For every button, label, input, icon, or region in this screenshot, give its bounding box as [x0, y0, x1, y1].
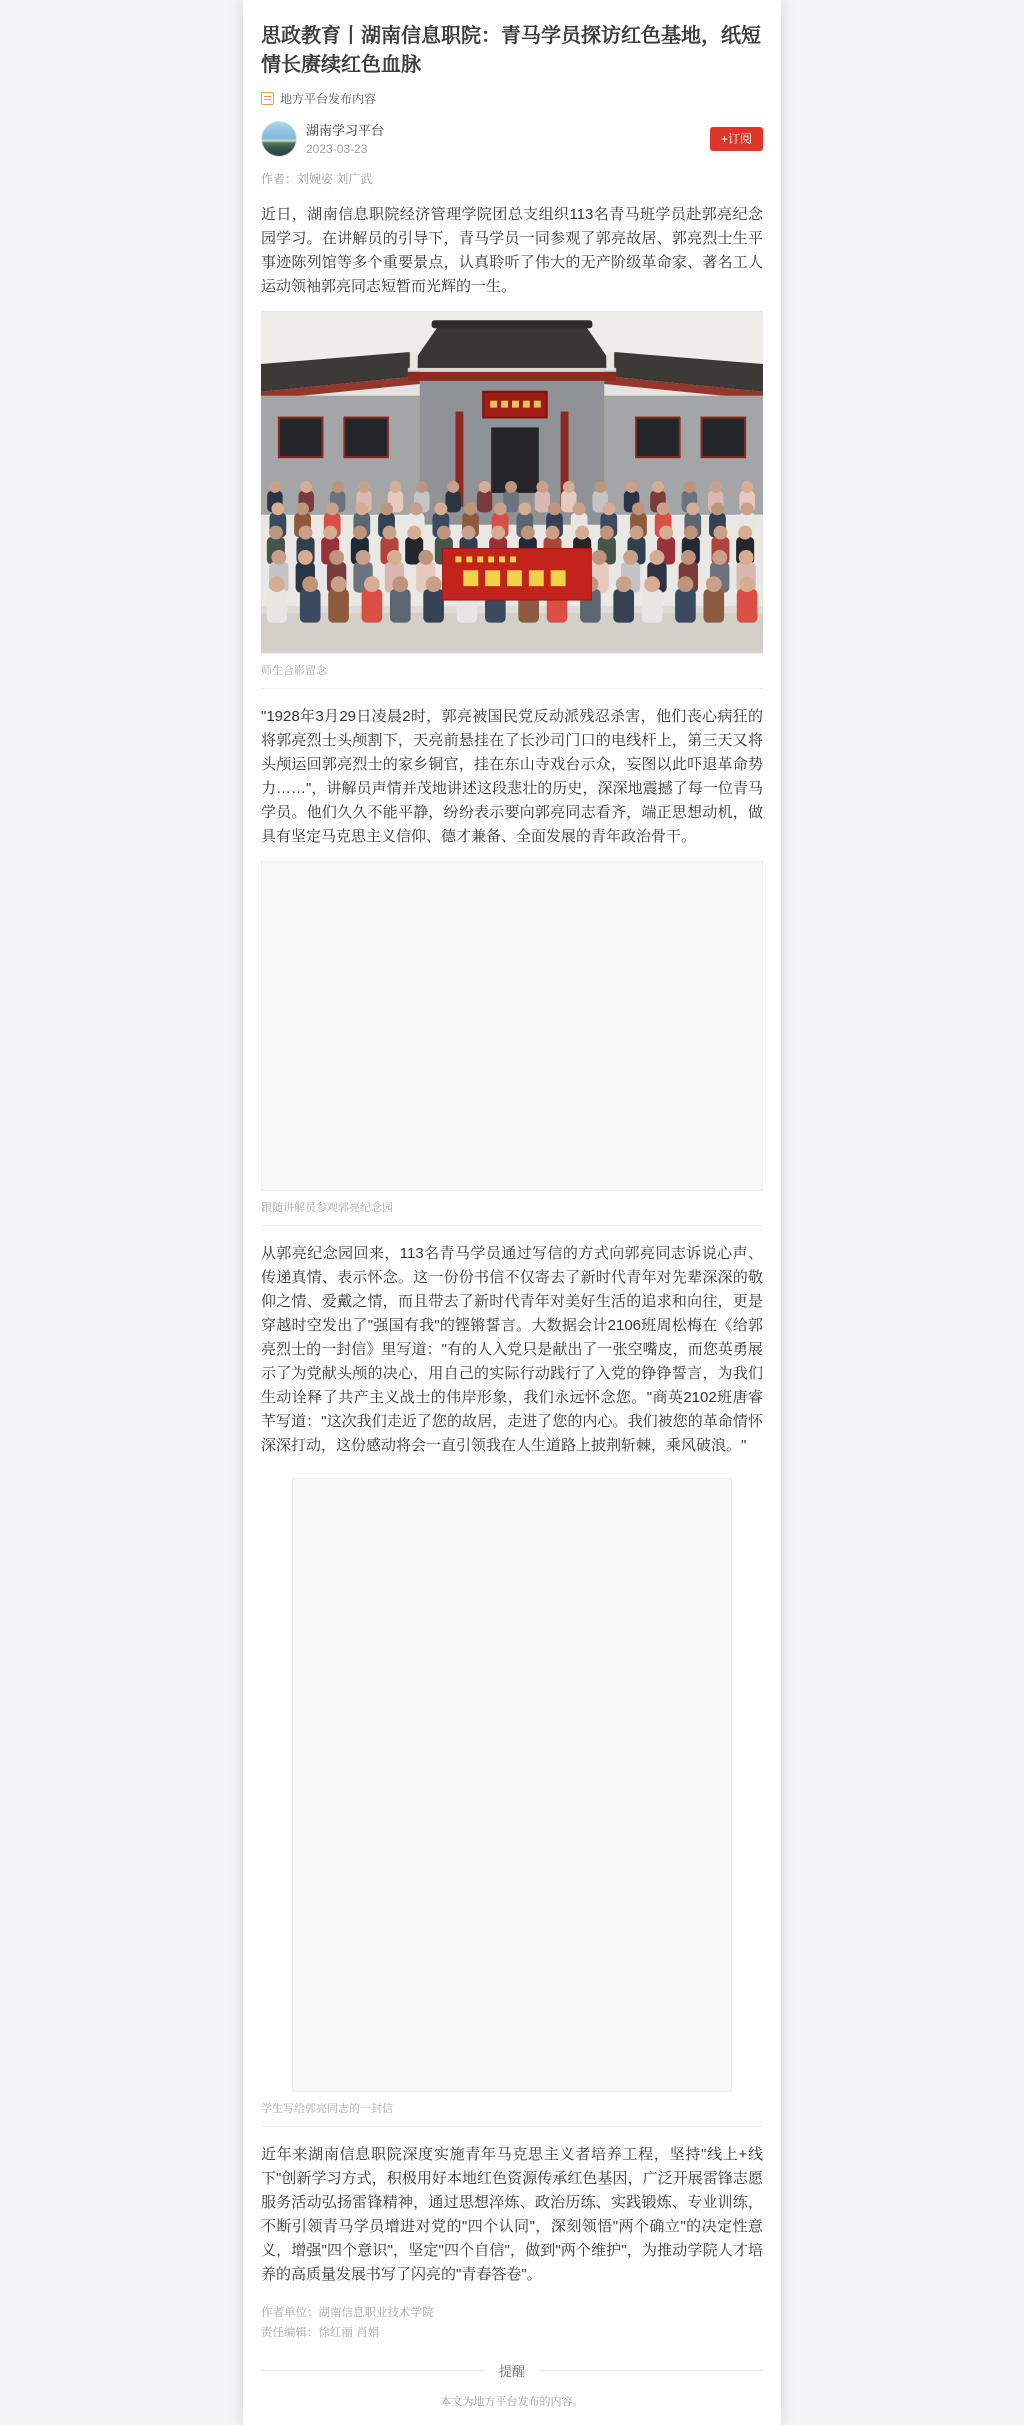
source-name[interactable]: 湖南学习平台 [306, 122, 385, 138]
figure-group-photo [261, 311, 763, 678]
group-photo-image[interactable] [261, 311, 763, 654]
figure-caption: 师生合影留念 [261, 665, 327, 677]
footer-meta [261, 2303, 763, 2343]
notice-title: 提醒 [499, 2364, 526, 2379]
article-paragraph: 近年来湖南信息职院深度实施青年马克思主义者培养工程，坚持"线上+线下"创新学习方式，积极用好本地红色资源传承红色基因，广泛开展雷锋志愿服务活动弘扬雷锋精神，通过思想淬炼、政治历练、实践锻炼、专业训练，不断引领青马学员增进对党的"四个认同"，深刻领悟"两个确立"的决定性意义，增强"四个意识"，坚定"四个自信"，做到"两个维护"，为推动学院人才培养的高质量发展书写了闪亮的"青春答卷"。 [261, 2146, 763, 2283]
document-badge-icon [261, 92, 274, 105]
content-source-tag [261, 90, 763, 107]
author-unit: 作者单位：湖南信息职业技术学院 [261, 2307, 434, 2319]
figure-tour [261, 861, 763, 1215]
article-image-placeholder[interactable] [261, 861, 763, 1191]
rule-line [539, 2370, 763, 2371]
source-row [261, 121, 763, 157]
source-text [306, 122, 384, 157]
content-source-tag-label: 地方平台发布内容 [280, 92, 377, 106]
photo-banner [443, 548, 592, 600]
photo-gate-roof [408, 324, 616, 370]
divider [261, 1225, 763, 1226]
divider [261, 688, 763, 689]
notice-text: 本文为地方平台发布的内容。 [440, 2396, 584, 2408]
subscribe-button[interactable]: +订阅 [710, 127, 763, 151]
article-image-placeholder[interactable] [292, 1478, 732, 2092]
platform-avatar[interactable] [261, 121, 297, 157]
figure-caption: 学生写给郭亮同志的一封信 [261, 2103, 393, 2115]
article-paragraph: "1928年3月29日凌晨2时，郭亮被国民党反动派残忍杀害，他们丧心病狂的将郭亮烈士头颅割下，天亮前悬挂在了长沙司门口的电线杆上，第三天又将头颅运回郭亮烈士的家乡铜官，挂在东山寺戏台示众，妄图以此吓退革命势力……"，讲解员声情并茂地讲述这段悲壮的历史，深深地震撼了每一位青马学员。他们久久不能平静，纷纷表示要向郭亮同志看齐，端正思想动机，做具有坚定马克思主义信仰、德才兼备、全面发展的青年政治骨干。 [261, 708, 763, 845]
figure-letter [261, 1478, 763, 2116]
article-card [243, 0, 781, 2425]
divider [261, 2126, 763, 2127]
article-title: 思政教育丨湖南信息职院：青马学员探访红色基地，纸短情长赓续红色血脉 [261, 25, 761, 76]
article-paragraph: 从郭亮纪念园回来，113名青马学员通过写信的方式向郭亮同志诉说心声、传递真情、表示怀念。这一份份书信不仅寄去了新时代青年对先辈深深的敬仰之情、爱戴之情，而且带去了新时代青年对美好生活的追求和向往，更是穿越时空发出了"强国有我"的铿锵誓言。大数据会计2106班周松梅在《给郭亮烈士的一封信》里写道："有的人入党只是献出了一张空嘴皮，而您英勇展示了为党献头颅的决心，用自己的实际行动践行了入党的铮铮誓言，为我们生动诠释了共产主义战士的伟岸形象，我们永远怀念您。"商英2102班唐睿芊写道："这次我们走近了您的故居，走进了您的内心。我们被您的革命情怀深深打动，这份感动将会一直引领我在人生道路上披荆斩棘，乘风破浪。" [261, 1245, 763, 1454]
article-paragraph: 近日，湖南信息职院经济管理学院团总支组织113名青马班学员赴郭亮纪念园学习。在讲解员的引导下，青马学员一同参观了郭亮故居、郭亮烈士生平事迹陈列馆等多个重要景点，认真聆听了伟大的无产阶级革命家、著名工人运动领袖郭亮同志短暂而光辉的一生。 [261, 206, 763, 295]
rule-line [261, 2370, 485, 2371]
publish-date: 2023-03-23 [306, 141, 368, 156]
responsible-editor: 责任编辑：徐红丽 肖娟 [261, 2327, 380, 2339]
byline: 作者：刘婉姿 刘广武 [261, 172, 373, 186]
notice-rule [261, 2361, 763, 2380]
figure-caption: 跟随讲解员参观郭亮纪念园 [261, 1202, 393, 1214]
